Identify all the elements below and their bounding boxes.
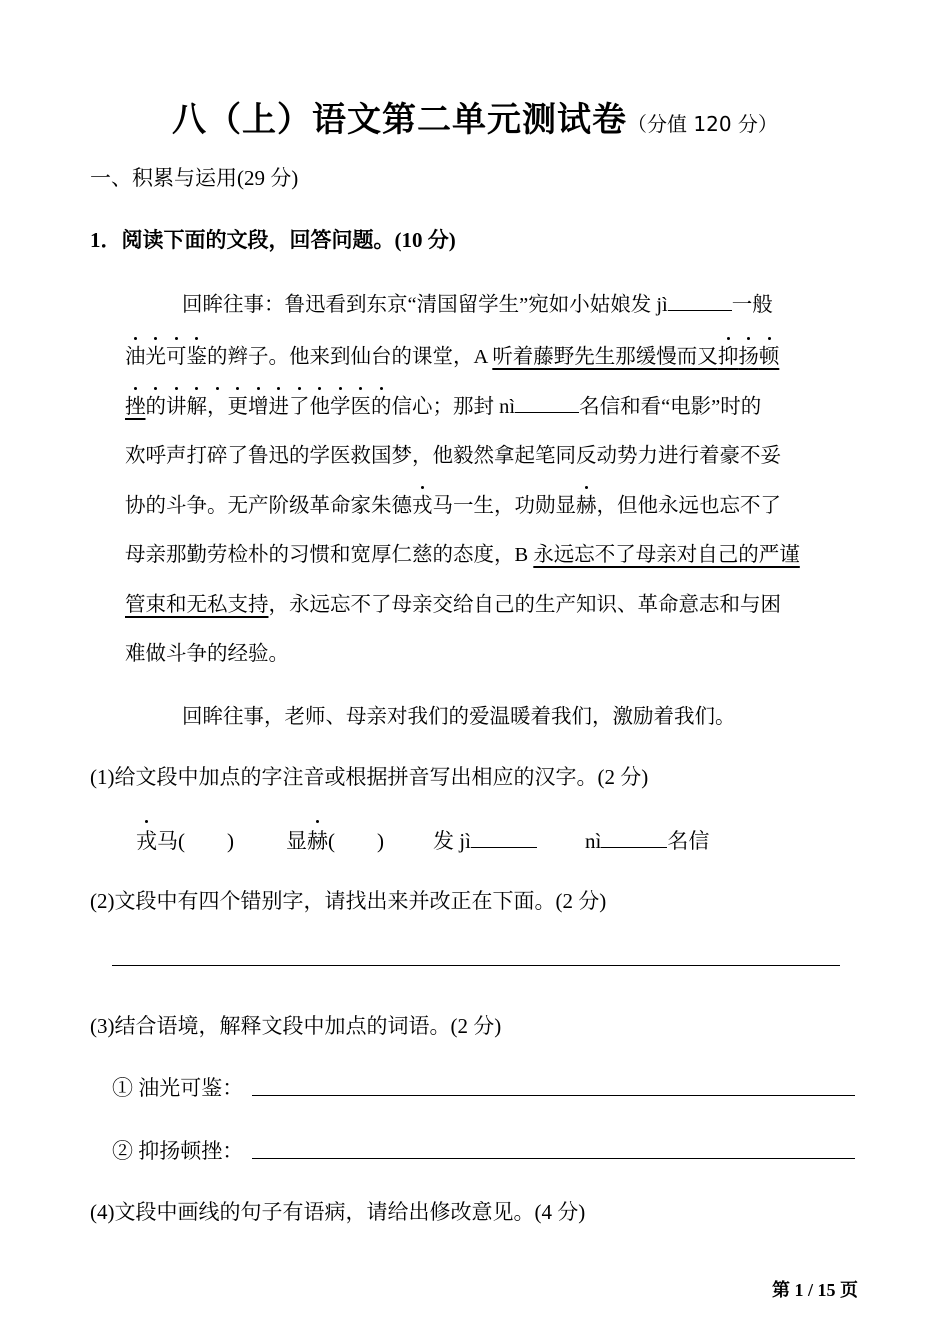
exam-title [0,92,950,141]
section1-heading: 一、积累与运用(29 分) [90,166,299,190]
sub1-item-1: 戎马( ) [136,829,234,853]
sub1-blank-4[interactable] [601,825,667,848]
q1-heading: 1．阅读下面的文段，回答问题。(10 分) [90,228,456,252]
sub3-prompt: (3)结合语境，解释文段中加点的词语。(2 分) [90,1014,502,1038]
underlined-sentence-b: 永远忘不了母亲对自己的严谨 [533,544,800,566]
passage-line-5: 协的斗争。无产阶级革命家朱德戎马一生，功勋显赫，但他永远也忘不了 [125,495,781,517]
sub3-answer-line-1[interactable] [252,1094,855,1096]
sub4-prompt: (4)文段中画线的句子有语病，请给出修改意见。(4 分) [90,1200,586,1224]
sub3-item-2: ② 抑扬顿挫： [112,1139,244,1163]
sub1-item-3: 发 jì [433,825,537,855]
passage-line-1: 回眸往事：鲁迅看到东京“清国留学生”宛如小姑娘发 jì 一般 [182,287,917,317]
blank-ji [668,288,732,311]
blank-ni [515,390,579,413]
sub3-answer-line-2[interactable] [252,1157,855,1159]
title-main: 八（上）语文第二单元测试卷 [172,100,628,140]
passage-line-3: 挫的讲解，更增进了他学医的信心；那封 nì 名信和看“电影”时的 [125,389,860,419]
passage-line-9: 回眸往事，老师、母亲对我们的爱温暖着我们，激励着我们。 [182,706,736,728]
passage-line-6: 母亲那勤劳检朴的习惯和宽厚仁慈的态度，B 永远忘不了母亲对自己的严谨 [125,544,800,566]
passage-line-4: 欢呼声打碎了鲁迅的学医救国梦，他毅然拿起笔同反动势力进行着豪不妥 [125,445,781,467]
passage-line-8: 难做斗争的经验。 [125,643,289,665]
underlined-sentence-b-cont: 管束和无私支持 [125,594,269,616]
passage-line-7: 管束和无私支持，永远忘不了母亲交给自己的生产知识、革命意志和与困 [125,594,781,616]
sub3-item-1: ① 油光可鉴： [112,1076,244,1100]
sub1-item-4: nì 名信 [585,825,709,855]
sub1-item-2: 显赫( ) [286,829,384,853]
sub1-prompt: (1)给文段中加点的字注音或根据拼音写出相应的汉字。(2 分) [90,765,649,789]
underlined-sentence-a: 听着藤野先生那缓慢而又抑扬顿 [492,346,780,368]
passage-line-2: 油光可鉴的辫子。他来到仙台的课堂，A 听着藤野先生那缓慢而又抑扬顿 [125,346,780,368]
sub2-prompt: (2)文段中有四个错别字，请找出来并改正在下面。(2 分) [90,889,607,913]
title-score-note: （分值 120 分） [627,112,778,136]
page-number: 第 1 / 15 页 [771,1280,858,1300]
sub1-blank-3[interactable] [471,825,537,848]
sub2-answer-line[interactable] [112,964,840,966]
